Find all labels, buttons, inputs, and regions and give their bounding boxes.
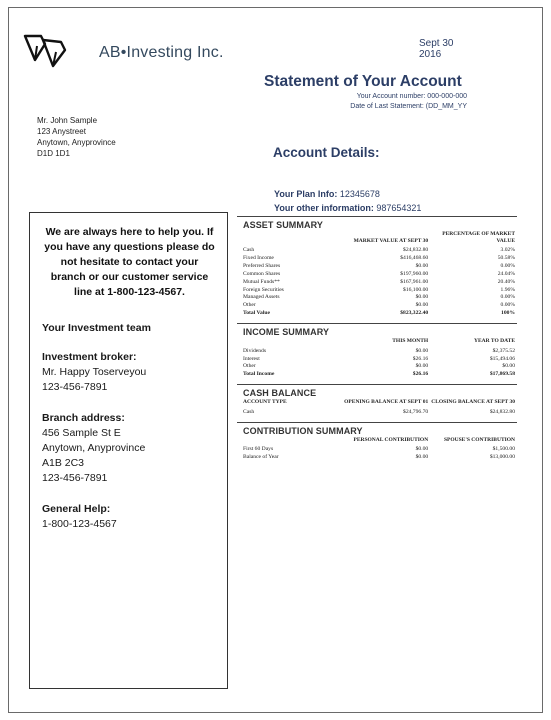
section-title: CONTRIBUTION SUMMARY	[243, 425, 363, 436]
column-header: OPENING BALANCE AT SEPT 01	[344, 399, 429, 406]
page-title: Statement of Your Account	[264, 73, 462, 90]
company-name: AB•Investing Inc.	[99, 44, 224, 61]
branch-city: Anytown, Anyprovince	[42, 442, 146, 454]
table-row: First 60 Days $0.00 $1,500.00	[243, 446, 515, 453]
table-row: Preferred Shares $0.00 0.00%	[243, 262, 515, 269]
table-row: Other $0.00 $0.00	[243, 363, 515, 370]
company-logo-icon	[21, 30, 101, 70]
table-row: Fixed Income $416,468.60 50.58%	[243, 254, 515, 261]
table-row: Mutual Funds** $167,961.00 20.40%	[243, 278, 515, 285]
branch-phone: 123-456-7891	[42, 472, 108, 484]
branch-street: 456 Sample St E	[42, 427, 121, 439]
branch-postal: A1B 2C3	[42, 457, 85, 469]
income-summary-section	[237, 323, 517, 379]
account-details-heading: Account Details:	[273, 145, 380, 160]
column-header: SPOUSE'S CONTRIBUTION	[443, 436, 515, 443]
asset-summary-section	[237, 216, 517, 318]
table-row: Dividends $0.00 $2,375.52	[243, 347, 515, 354]
column-header: PERCENTAGE OF MARKET VALUE	[442, 231, 515, 244]
column-header: PERSONAL CONTRIBUTION	[353, 436, 429, 443]
statement-page	[8, 7, 543, 713]
broker-heading: Investment broker:	[42, 351, 137, 363]
broker-phone: 123-456-7891	[42, 381, 108, 393]
table-row: Other $0.00 0.00%	[243, 302, 515, 309]
section-title: CASH BALANCE	[243, 388, 317, 399]
column-header: CLOSING BALANCE AT SEPT 30	[431, 399, 515, 406]
last-statement-date: Date of Last Statement: (DD_MM_YY	[350, 103, 467, 110]
mailing-address: Mr. John Sample 123 Anystreet Anytown, Anyprovince D1D 1D1	[37, 116, 116, 158]
broker-name: Mr. Happy Toserveyou	[42, 366, 147, 378]
branch-heading: Branch address:	[42, 412, 125, 424]
account-number: Your Account number: 000-000-000	[356, 93, 467, 100]
table-row: Interest $26.16 $15,494.06	[243, 355, 515, 362]
table-row: Common Shares $197,960.00 24.04%	[243, 270, 515, 277]
investment-team-label: Your Investment team	[42, 322, 151, 334]
total-row: Total Income $26.16 $17,869.58	[243, 371, 515, 378]
summaries-column	[237, 216, 517, 467]
column-header: THIS MONTH	[392, 338, 429, 345]
section-title: INCOME SUMMARY	[243, 327, 330, 338]
statement-date: Sept 30 2016	[419, 38, 454, 60]
asset-summary-table	[237, 230, 517, 318]
income-summary-table	[237, 337, 517, 379]
help-message: We are always here to help you. If you have any questions please do not hesitate to contact your branch or our customer service line at 1-800-123-4567.	[44, 226, 215, 298]
general-help-heading: General Help:	[42, 503, 111, 515]
section-title: ASSET SUMMARY	[243, 220, 323, 230]
plan-info: Your Plan Info: 12345678 Your other information: 987654321	[274, 189, 422, 213]
column-header: YEAR TO DATE	[474, 338, 515, 345]
table-row: Balance of Year $0.00 $13,000.00	[243, 454, 515, 461]
general-help-phone: 1-800-123-4567	[42, 518, 117, 530]
table-row: Cash $24,832.80 3.02%	[243, 247, 515, 253]
table-row: Foreign Securities $16,100.00 1.96%	[243, 286, 515, 293]
cash-balance-table	[237, 398, 517, 416]
help-contact-box	[29, 212, 228, 689]
column-header: ACCOUNT TYPE	[243, 399, 287, 406]
column-header: MARKET VALUE AT SEPT 30	[353, 237, 429, 244]
total-row: Total Value $823,322.40 100%	[243, 310, 515, 317]
table-row: Cash $24,796.70 $24,832.80	[243, 408, 515, 415]
contribution-summary-section	[237, 422, 517, 462]
cash-balance-section	[237, 384, 517, 416]
contribution-summary-table	[237, 436, 517, 462]
table-row: Managed Assets $0.00 0.00%	[243, 294, 515, 301]
